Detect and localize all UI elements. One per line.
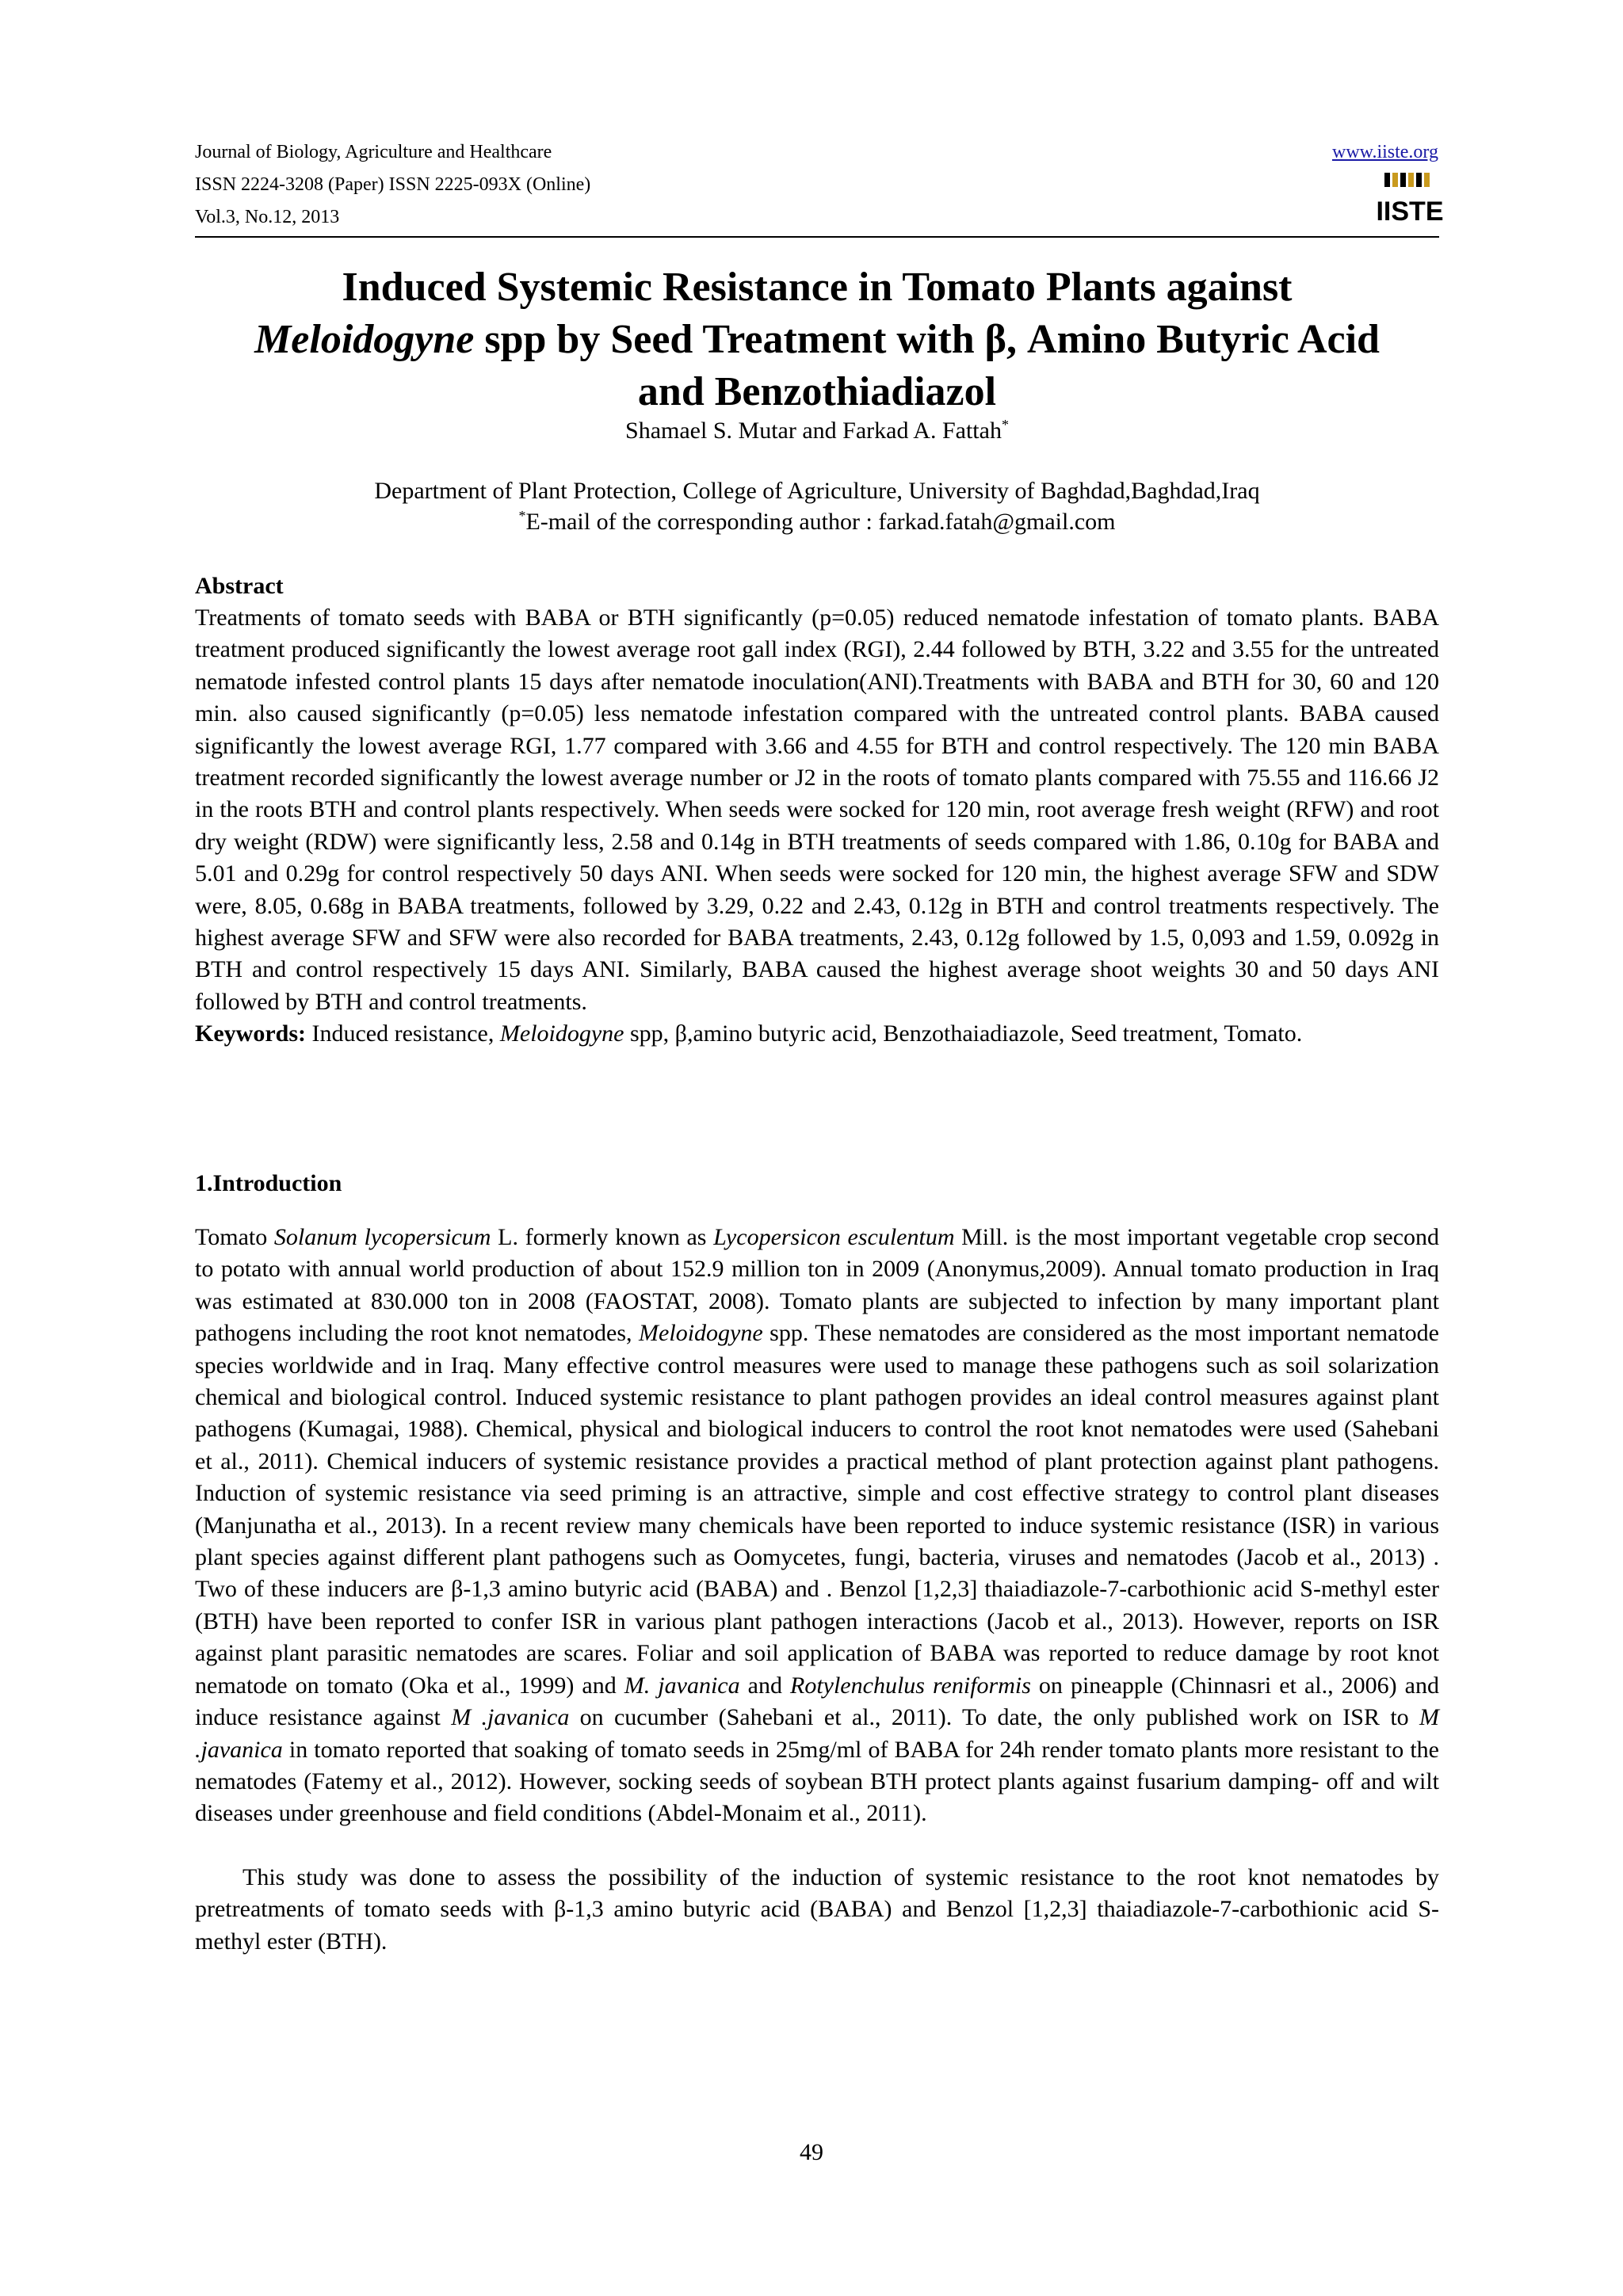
journal-name: Journal of Biology, Agriculture and Healthcare xyxy=(195,142,552,162)
italic-term: M .javanica xyxy=(195,1704,1439,1763)
email-mark: * xyxy=(518,508,526,524)
corresponding-mark: * xyxy=(1001,417,1009,433)
keywords-pre: Induced resistance, xyxy=(305,1020,500,1047)
corresponding-email: E-mail of the corresponding author : farkad.fatah@gmail.com xyxy=(525,509,1116,535)
title-line-1: Induced Systemic Resistance in Tomato Plants against xyxy=(342,265,1293,310)
journal-volume: Vol.3, No.12, 2013 xyxy=(195,207,340,227)
paragraph-text-run: in tomato reported that soaking of tomato seeds in 25mg/ml of BABA for 24h render tomato plants more resistant to the nematodes (Fatemy et al., 2012). However, socking seeds of soybean BTH protect plants against fusarium damping- off and wilt diseases under greenhouse and field conditions (Abdel-Monaim et al., 2011). xyxy=(195,1736,1439,1827)
section-heading-introduction: 1.Introduction xyxy=(195,1170,342,1196)
affiliation-dept: Department of Plant Protection, College of Agriculture, University of Baghdad,Baghdad,Iraq xyxy=(374,478,1260,504)
abstract-heading: Abstract xyxy=(195,573,284,599)
intro-paragraph-1 xyxy=(195,1222,1439,1830)
paragraph-text-run: on pineapple (Chinnasri et al., 2006) and induce resistance against xyxy=(195,1672,1439,1731)
paragraph-text-run: L. formerly known as xyxy=(491,1224,714,1250)
header-rule xyxy=(195,236,1439,238)
abstract-text: Treatments of tomato seeds with BABA or BTH significantly (p=0.05) reduced nematode infestation of tomato plants. BABA treatment produced significantly the lowest average root gall index (RGI), 2.44 followed by BTH, 3.22 and 3.55 for the untreated nematode infested control plants 15 days after nematode inoculation(ANI).Treatments with BABA and BTH for 30, 60 and 120 min. also caused significantly (p=0.05) less nematode infestation compared with the untreated control plants. BABA caused significantly the lowest average RGI, 1.77 compared with 3.66 and 4.55 for BTH and control respectively. The 120 min BABA treatment recorded significantly the lowest average number or J2 in the roots of tomato plants compared with 75.55 and 116.66 J2 in the roots BTH and control plants respectively. When seeds were socked for 120 min, root average fresh weight (RFW) and root dry weight (RDW) were significantly less, 2.58 and 0.14g in BTH treatments of seeds compared with 1.86, 0.10g for BABA and 5.01 and 0.29g for control respectively 50 days ANI. When seeds were socked for 120 min, the highest average SFW and SDW were, 8.05, 0.68g in BABA treatments, followed by 3.29, 0.22 and 2.43, 0.12g in BTH and control treatments respectively. The highest average SFW and SFW were also recorded for BABA treatments, 2.43, 0.12g followed by 1.5, 0,093 and 1.59, 0.092g in BTH and control respectively 15 days ANI. Similarly, BABA caused the highest average shoot weights 30 and 50 days ANI followed by BTH and control treatments. xyxy=(195,605,1439,1015)
paragraph-text-run: Mill. is the most important vegetable crop second to potato with annual world production of about 152.9 million ton in 2009 (Anonymus,2009). Annual tomato production in Iraq was estimated at 830.000 ton in 2008 (FAOSTAT, 2008). Tomato plants are subjected to infection by many important plant pathogens including the root knot nematodes, xyxy=(195,1224,1440,1347)
paragraph-text-run: Tomato xyxy=(195,1224,274,1250)
paragraph-text-run: on cucumber (Sahebani et al., 2011). To date, the only published work on ISR to xyxy=(569,1704,1419,1731)
affiliation-email-line xyxy=(195,506,1439,537)
journal-url-link[interactable]: www.iiste.org xyxy=(1332,142,1438,162)
keywords-post: spp, β,amino butyric acid, Benzothaiadiazole, Seed treatment, Tomato. xyxy=(624,1020,1303,1047)
title-line-2-rest: spp by Seed Treatment with β, Amino Butyric Acid xyxy=(474,317,1380,362)
paper-title xyxy=(195,261,1439,418)
keywords xyxy=(195,1018,1439,1050)
journal-header xyxy=(195,136,590,234)
title-line-2 xyxy=(195,314,1439,366)
iiste-logo xyxy=(1376,171,1444,227)
keywords-label: Keywords: xyxy=(195,1020,306,1047)
italic-term: M. javanica xyxy=(624,1672,740,1699)
paragraph-text-run: spp. These nematodes are considered as the most important nematode species worldwide and in Iraq. Many effective control measures were used to manage these pathogens such as soil solarization chemical and biological control. Induced systemic resistance to plant pathogen provides an ideal control measures against plant pathogens (Kumagai, 1988). Chemical, physical and biological inducers to control the root knot nematodes were used (Sahebani et al., 2011). Chemical inducers of systemic resistance provides a practical method of plant protection against plant pathogens. Induction of systemic resistance via seed priming is an attractive, simple and cost effective strategy to control plant diseases (Manjunatha et al., 2013). In a recent review many chemicals have been reported to induce systemic resistance (ISR) in various plant species against different plant pathogens such as Oomycetes, fungi, bacteria, viruses and nematodes (Jacob et al., 2013) . Two of these inducers are β-1,3 amino butyric acid (BABA) and . Benzol [1,2,3] thaiadiazole-7-carbothionic acid S-methyl ester (BTH) have been reported to confer ISR in various plant pathogen interactions (Jacob et al., 2013). However, reports on ISR against plant parasitic nematodes are scares. Foliar and soil application of BABA was reported to reduce damage by root knot nematode on tomato (Oka et al., 1999) and xyxy=(195,1320,1439,1699)
page-number: 49 xyxy=(800,2139,823,2165)
keywords-genus: Meloidogyne xyxy=(499,1020,624,1047)
intro-paragraph-2: This study was done to assess the possibility of the induction of systemic resistance to the root knot nematodes by pretreatments of tomato seeds with β-1,3 amino butyric acid (BABA) and Benzol [1,2,3] thaiadiazole-7-carbothionic acid S-methyl ester (BTH). xyxy=(195,1863,1439,1955)
italic-term: M .javanica xyxy=(451,1704,570,1731)
authors xyxy=(195,415,1439,447)
logo-text: IISTE xyxy=(1376,196,1444,227)
italic-term: Rotylenchulus reniformis xyxy=(790,1672,1031,1699)
journal-issn: ISSN 2224-3208 (Paper) ISSN 2225-093X (Online) xyxy=(195,174,591,195)
italic-term: Meloidogyne xyxy=(639,1320,763,1347)
title-genus: Meloidogyne xyxy=(254,317,475,362)
paragraph-text-run: and xyxy=(739,1672,790,1699)
introduction-body xyxy=(195,1222,1439,1958)
italic-term: Lycopersicon esculentum xyxy=(713,1224,955,1250)
affiliation xyxy=(195,475,1439,537)
title-line-3: and Benzothiadiazol xyxy=(637,369,997,414)
author-names: Shamael S. Mutar and Farkad A. Fattah xyxy=(625,418,1002,444)
italic-term: Solanum lycopersicum xyxy=(273,1224,491,1250)
abstract-body xyxy=(195,602,1439,1051)
